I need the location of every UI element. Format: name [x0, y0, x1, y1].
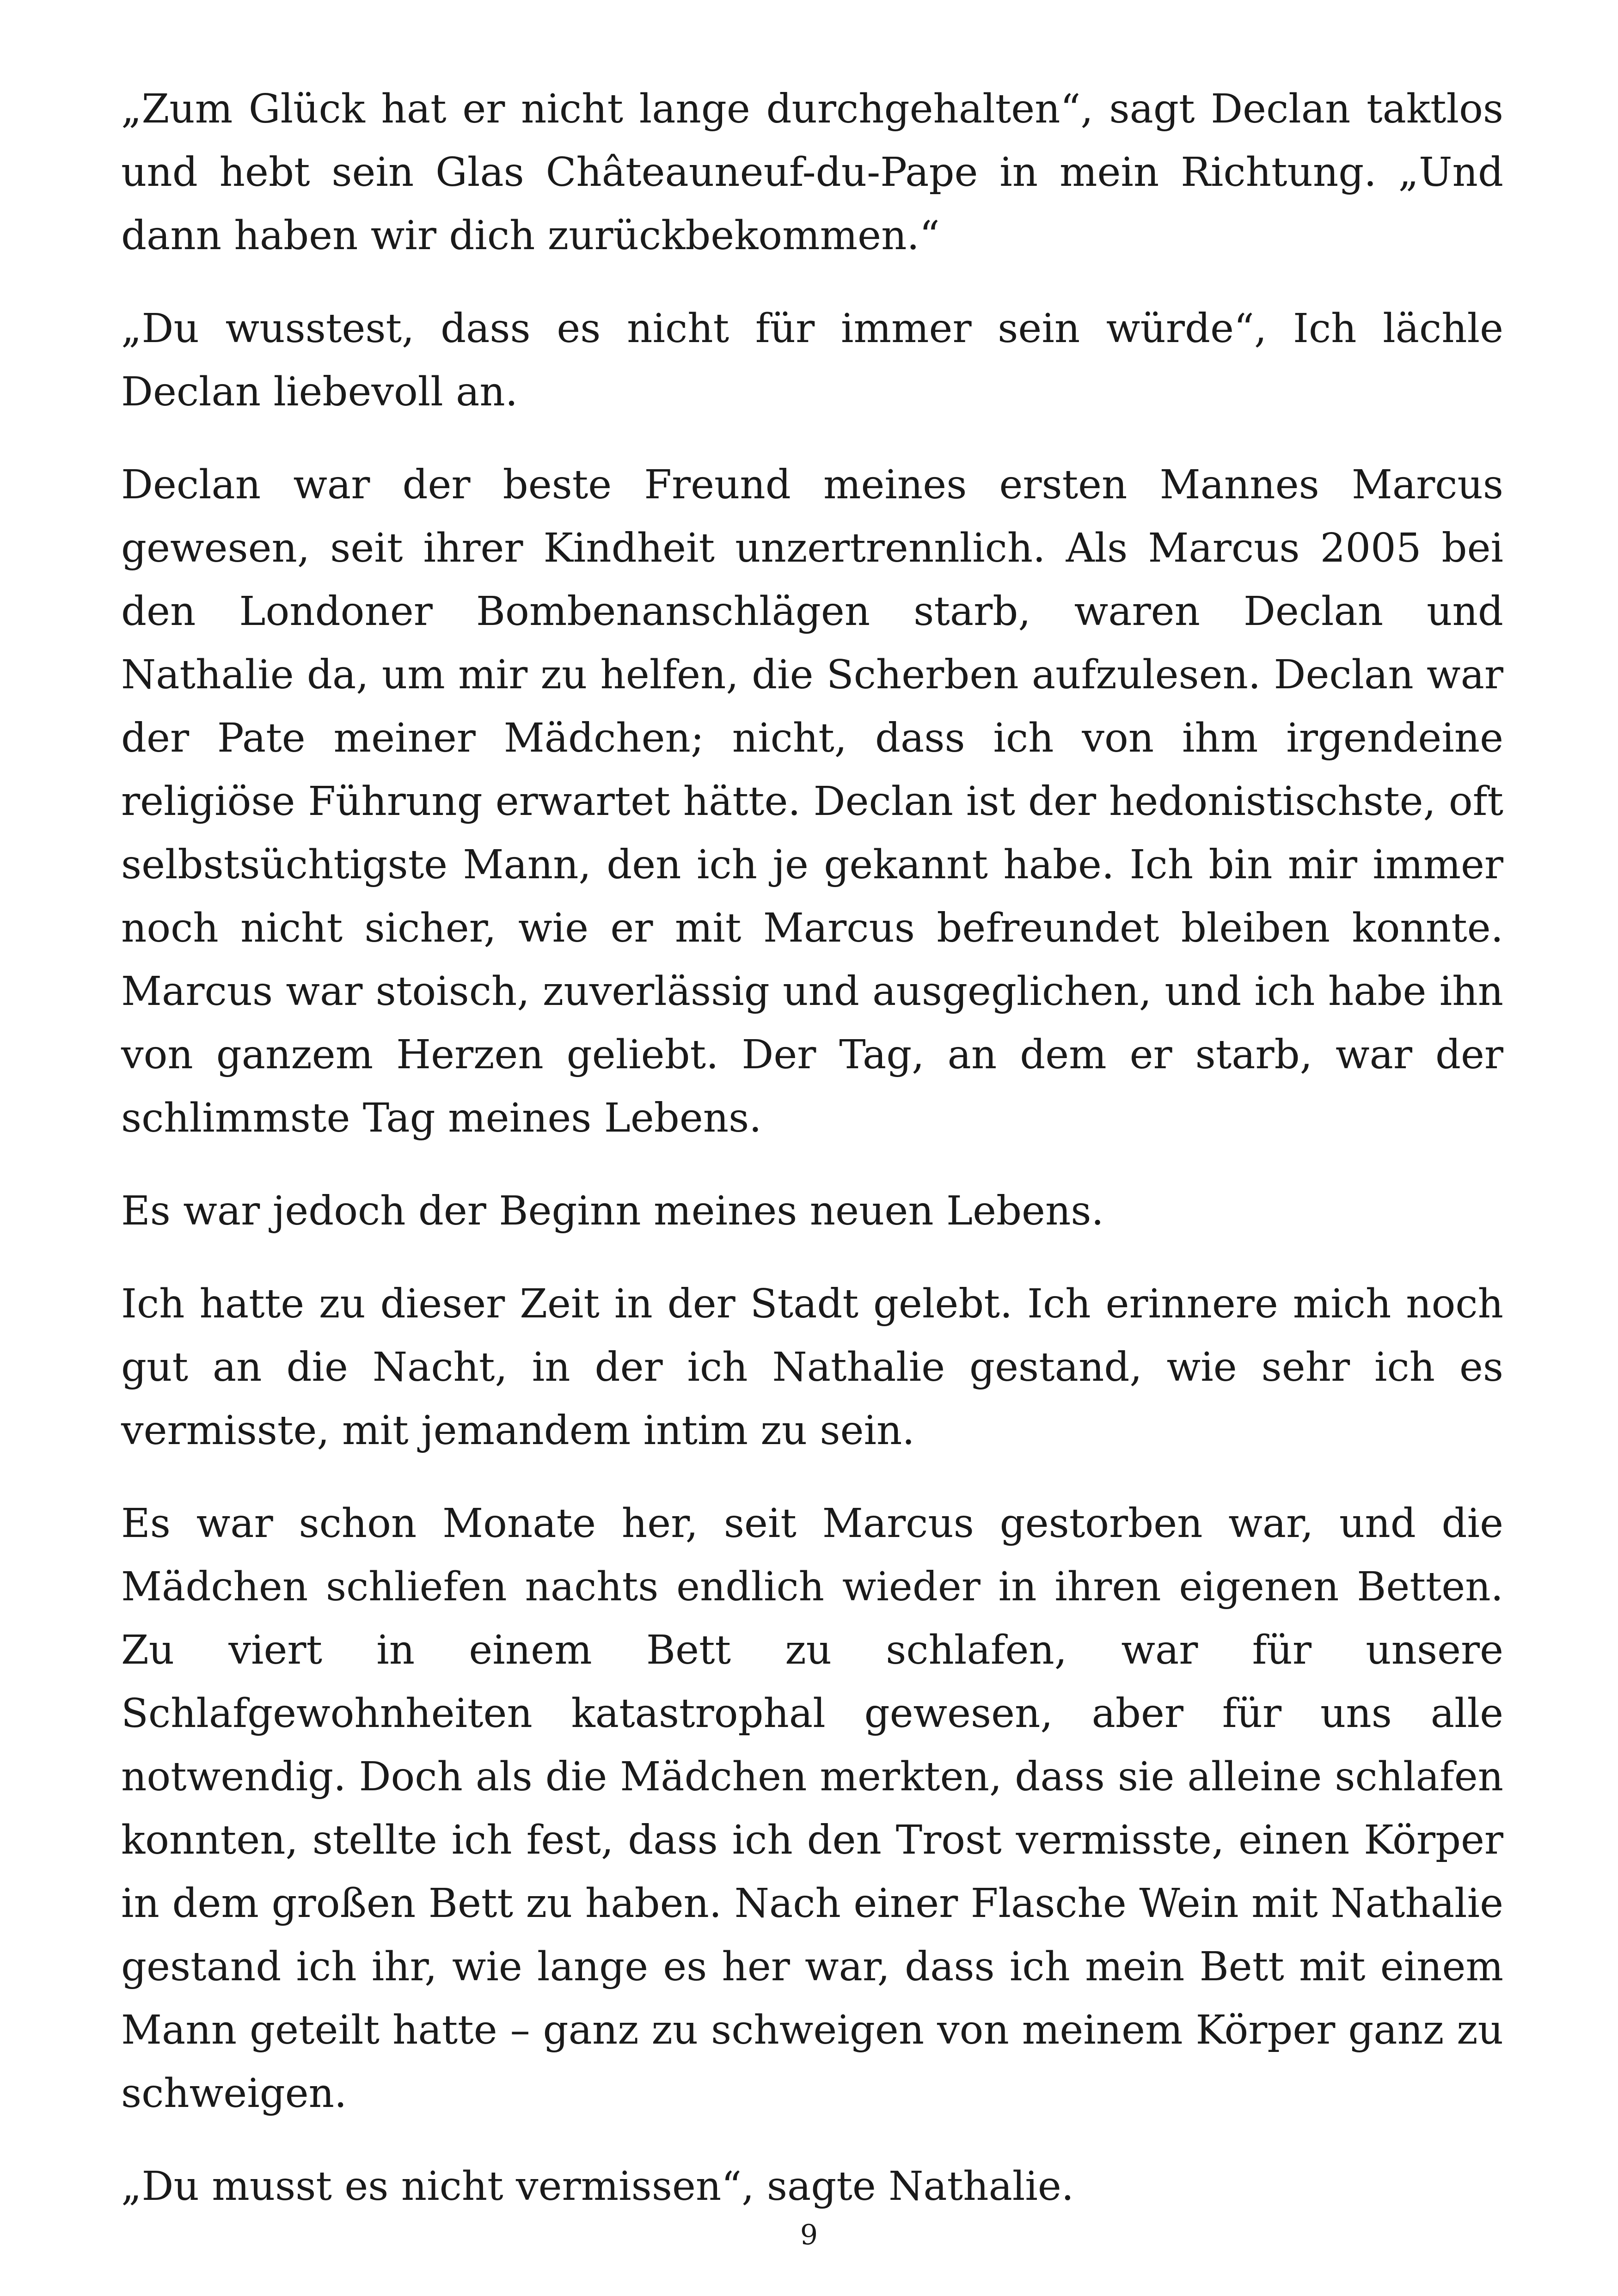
paragraph: Ich hatte zu dieser Zeit in der Stadt gelebt. Ich erinnere mich noch gut an die Nacht, in der ich Nathalie gestand, wie sehr ich es vermisste, mit jemandem intim zu sein.: [121, 1281, 1503, 1454]
page-number: 9: [800, 2219, 818, 2251]
paragraph: „Du musst es nicht vermissen“, sagte Nathalie.: [121, 2163, 1074, 2210]
body-text: [121, 78, 1503, 2248]
paragraph: „Du wusstest, dass es nicht für immer sein würde“, Ich lächle Declan liebevoll an.: [121, 306, 1503, 415]
paragraph: Declan war der beste Freund meines ersten Mannes Marcus gewesen, seit ihrer Kindheit unzertrennlich. Als Marcus 2005 bei den Londoner Bombenanschlägen starb, waren Declan und Nathalie da, um mir zu helfen, die Scherben aufzulesen. Declan war der Pate meiner Mädchen; nicht, dass ich von ihm irgendeine religiöse Führung erwartet hätte. Declan ist der hedonistischste, oft selbstsüchtigste Mann, den ich je gekannt habe. Ich bin mir immer noch nicht sicher, wie er mit Marcus befreundet bleiben konnte. Marcus war stoisch, zuverlässig und ausgeglichen, und ich habe ihn von ganzem Herzen geliebt. Der Tag, an dem er starb, war der schlimmste Tag meines Lebens.: [121, 462, 1503, 1141]
paragraph: Es war schon Monate her, seit Marcus gestorben war, und die Mädchen schliefen nachts endlich wieder in ihren eigenen Betten. Zu viert in einem Bett zu schlafen, war für unsere Schlafgewohnheiten katastrophal gewesen, aber für uns alle notwendig. Doch als die Mädchen merkten, dass sie alleine schlafen konnten, stellte ich fest, dass ich den Trost vermisste, einen Körper in dem großen Bett zu haben. Nach einer Flasche Wein mit Nathalie gestand ich ihr, wie lange es her war, dass ich mein Bett mit einem Mann geteilt hatte – ganz zu schweigen von meinem Körper ganz zu schweigen.: [121, 1500, 1503, 2117]
paragraph: „Zum Glück hat er nicht lange durchgehalten“, sagt Declan taktlos und hebt sein Glas Châteauneuf-du-Pape in mein Richtung. „Und dann haben wir dich zurückbekommen.“: [121, 86, 1503, 259]
paragraph: Es war jedoch der Beginn meines neuen Lebens.: [121, 1188, 1104, 1234]
